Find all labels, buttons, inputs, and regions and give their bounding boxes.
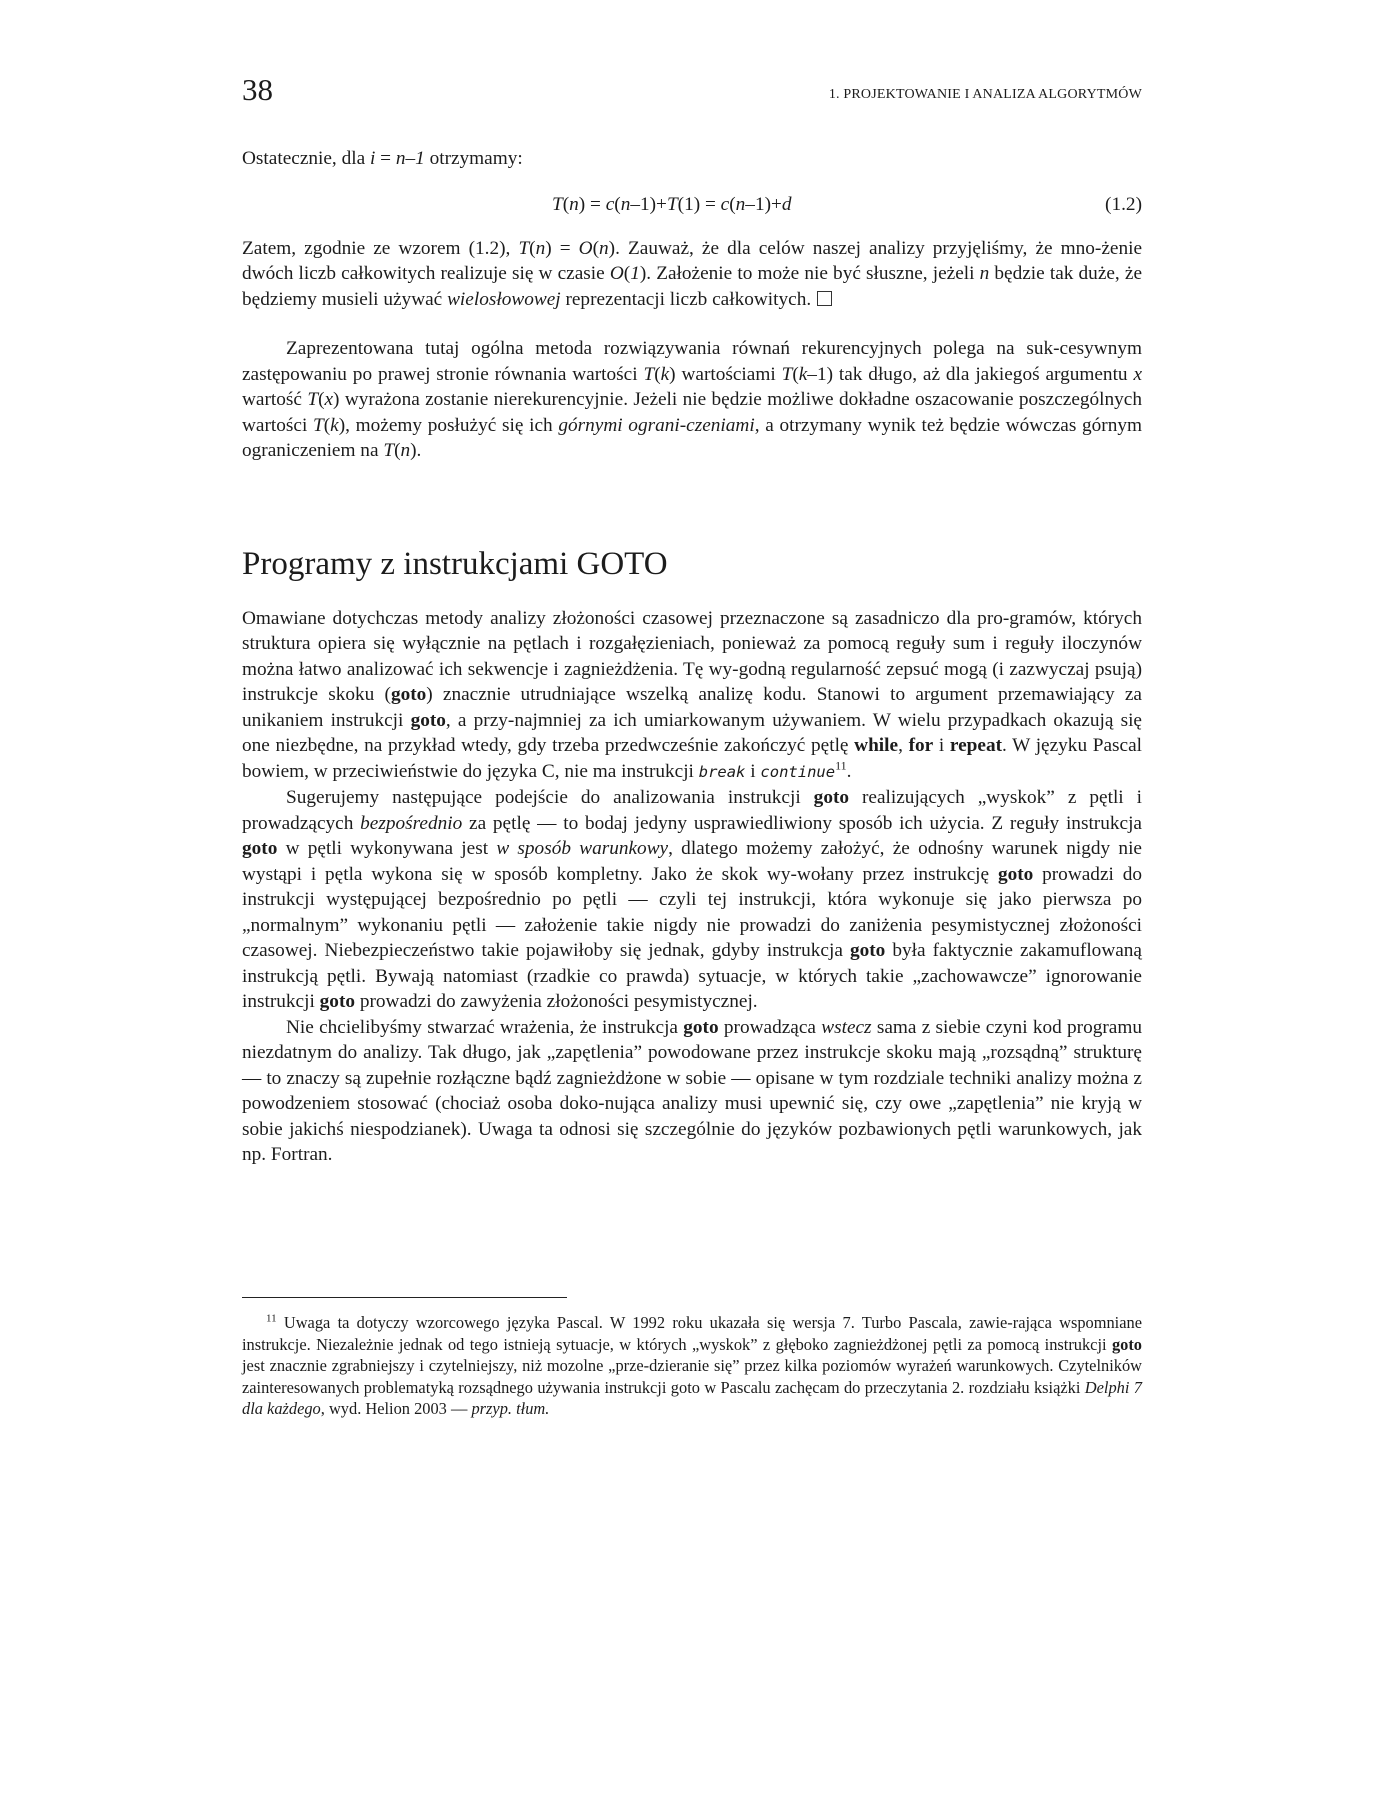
page-header [242, 72, 1142, 112]
footnote-divider [242, 1297, 567, 1298]
section-title: Programy z instrukcjami GOTO [242, 545, 668, 582]
paragraph-goto-approach: Sugerujemy następujące podejście do analizowania instrukcji goto realizujących „wyskok” z pętli i prowadzących bezpośrednio za pętlę — to bodaj jedyny usprawiedliwiony sposób ich użycia. Z reguły instrukcja goto w pętli wykonywana jest w sposób warunkowy, dlatego możemy założyć, że odnośny warunek nigdy nie wystąpi i pętla wykona się w sposób kompletny. Jako że skok wy-wołany przez instrukcję goto prowadzi do instrukcji występującej bezpośrednio po pętli — czyli tej instrukcji, która wykonuje się jako pierwsza po „normalnym” wykonaniu pętli — założenie takie nigdy nie prowadzi do zaniżenia pesymistycznej złożoności czasowej. Niebezpieczeństwo takie pojawiłoby się jednak, gdyby instrukcja goto była faktycznie zakamuflowaną instrukcją pętli. Bywają natomiast (rzadkie co prawda) sytuacje, w których takie „zachowawcze” ignorowanie instrukcji goto prowadzi do zawyżenia złożoności pesymistycznej. [242, 787, 1142, 1012]
equation-expression: T(n) = c(n–1)+T(1) = c(n–1)+d [552, 193, 792, 215]
body-text [242, 146, 1142, 1168]
footnote-ref: 11 [835, 758, 847, 773]
paragraph-intro: Ostatecznie, dla i = n–1 otrzymamy: [242, 148, 523, 169]
page-number: 38 [242, 72, 273, 107]
code-break: break [698, 762, 746, 781]
paragraph-conclusion: Zatem, zgodnie ze wzorem (1.2), T(n) = O(n). Zauważ, że dla celów naszej analizy przyjęliśmy, że mno-żenie dwóch liczb całkowitych realizuje się w czasie O(1). Założenie to może nie być słuszne, jeżeli n będzie tak duże, że będziemy musieli używać wielosłowowej reprezentacji liczb całkowitych. [242, 237, 1143, 310]
equation-number: (1.2) [1105, 193, 1142, 215]
footnote-11: $^{11}$ Uwaga ta dotyczy wzorcowego języka Pascal. W 1992 roku ukazała się wersja 7. Turbo Pascala, zawie-rająca wspomniane instrukcje. Niezależnie jednak od tego istnieją sytuacje, w których „wyskok” z głęboko zagnieżdżonej pętli za pomocą instrukcji goto jest znacznie zgrabniejszy i czytelniejszy, niż mozolne „prze-dzieranie się” przez kilka poziomów wyrażeń warunkowych. Czytelników zainteresowanych problematyką rozsądnego używania instrukcji goto w Pascalu zachęcam do przeczytania 2. rozdziału książki Delphi 7 dla każdego, wyd. Helion 2003 — przyp. tłum. [242, 1312, 1142, 1418]
end-of-proof-icon [817, 291, 832, 306]
equation-1-2 [242, 192, 1142, 218]
running-head: 1. PROJEKTOWANIE I ANALIZA ALGORYTMÓW [828, 87, 1142, 102]
paragraph-goto-intro: Omawiane dotychczas metody analizy złożoności czasowej przeznaczone są zasadniczo dla pro-gramów, których struktura opiera się wyłącznie na pętlach i rozgałęzieniach, ponieważ za pomocą reguły sum i reguły iloczynów można łatwo analizować ich sekwencje i zagnieżdżenia. Tę wy-godną regularność zepsuć mogą (i zazwyczaj psują) instrukcje skoku (goto) znacznie utrudniające wszelką analizę kodu. Stanowi to argument przemawiający za unikaniem instrukcji goto, a przy-najmniej za ich umiarkowanym używaniem. W wielu przypadkach okazują się one niezbędne, na przykład wtedy, gdy trzeba przedwcześnie zakończyć pętlę while, for i repeat. W języku Pascal bowiem, w przeciwieństwie do języka C, nie ma instrukcji break i continue$^{11}$. [242, 607, 1143, 782]
paragraph-goto-backward: Nie chcielibyśmy stwarzać wrażenia, że instrukcja goto prowadząca wstecz sama z siebie czyni kod programu niezdatnym do analizy. Tak długo, jak „zapętlenia” powodowane przez instrukcje skoku mają „rozsądną” strukturę — to znaczy są zupełnie rozłączne bądź zagnieżdżone w sobie — opisane w tym rozdziale techniki analizy można z powodzeniem stosować (chociaż osoba doko-nująca analizy musi upewnić się, czy owe „zapętlenia” nie kryją w sobie jakichś niespodzianek). Uwaga ta odnosi się szczególnie do języków pozbawionych pętli warunkowych, jak np. Fortran. [242, 1016, 1142, 1165]
code-continue: continue [760, 762, 836, 781]
paragraph-method: Zaprezentowana tutaj ogólna metoda rozwiązywania równań rekurencyjnych polega na suk-cesywnym zastępowaniu po prawej stronie równania wartości T(k) wartościami T(k–1) tak długo, aż dla jakiegoś argumentu x wartość T(x) wyrażona zostanie nierekurencyjnie. Jeżeli nie będzie możliwe dokładne oszacowanie poszczególnych wartości T(k), możemy posłużyć się ich górnymi ograni-czeniami, a otrzymany wynik też będzie wówczas górnym ograniczeniem na T(n). [242, 338, 1142, 461]
footnote-marker: 11 [266, 1312, 277, 1325]
